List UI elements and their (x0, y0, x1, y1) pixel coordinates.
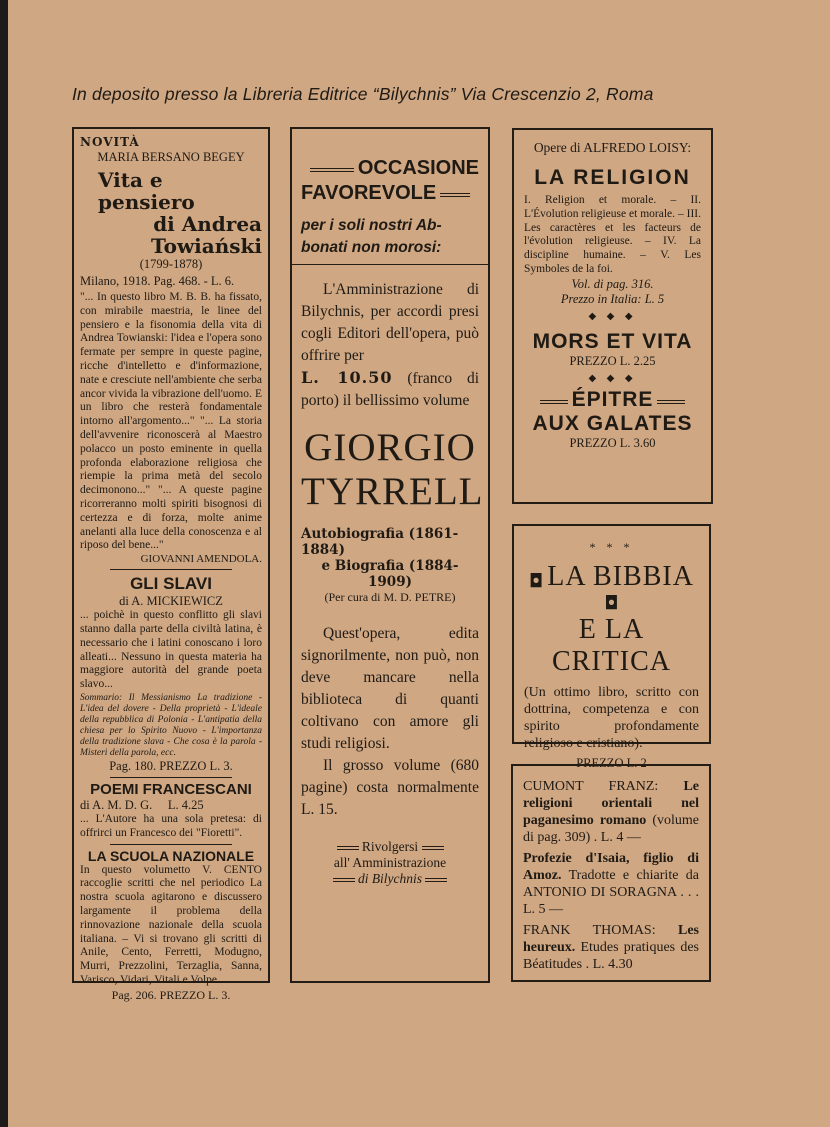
ad-box-tyrrell (290, 127, 490, 983)
opere-loisy: Opere di ALFREDO LOISY: (533, 140, 692, 155)
square-ornament-icon: ◘ (529, 570, 544, 592)
biografia: e Biografia (1884-1909) (321, 558, 459, 590)
bibbia-title-line2: E LA CRITICA (552, 614, 671, 677)
frank-entry (523, 922, 699, 973)
slavi-author: di A. MICKIEWICZ (119, 594, 223, 609)
book-publication: Milano, 1918. Pag. 468. - L. 6. (80, 274, 235, 288)
epitre-title: ÉPITRE (571, 387, 654, 411)
mors-et-vita-title: MORS ET VITA (532, 329, 693, 353)
book-title-line1: Vita e pensiero (98, 168, 195, 214)
per-cura: (Per cura di M. D. PETRE) (324, 590, 456, 604)
price-paragraph: Il grosso volume (680 pagine) costa normalmente L. 15. (301, 757, 479, 818)
amministrazione: all' Amministrazione (333, 855, 447, 870)
diamond-ornament-2: ◆ ◆ ◆ (588, 372, 637, 384)
page-header: In deposito presso la Libreria Editrice “Bilychnis” Via Crescenzio 2, Roma (72, 84, 654, 104)
offer-price: L. 10.50 (301, 368, 393, 387)
aux-galates-title: AUX GALATES (532, 411, 693, 435)
bibbia-text: (Un ottimo libro, scritto con dottrina, competenza e con spirito profondamente religioso e cristiano). (524, 685, 699, 751)
offer-paragraph-cont: (franco di porto) il bellissimo volume (301, 370, 479, 409)
occasione-line1: OCCASIONE (357, 157, 479, 179)
book-name-line2: TYRRELL (301, 470, 484, 513)
slavi-price: Pag. 180. PREZZO L. 3. (109, 758, 233, 773)
cumont-title: Le religioni orientali nel paganesimo romano (523, 779, 700, 828)
book-author: MARIA BERSANO BEGEY (97, 150, 245, 164)
profezie-entry (523, 850, 699, 918)
description-paragraph: Quest'opera, edita signorilmente, non può, non deve mancare nella biblioteca di quanti coltivano con amore gli studi religiosi. (301, 625, 479, 752)
square-ornament-icon-right: ◘ (604, 593, 619, 614)
la-religion-vol: Vol. di pag. 316. (571, 276, 654, 291)
ad-box-novita (72, 127, 270, 1002)
ad-box-bibbia (512, 524, 711, 770)
poemi-text: ... L'Autore ha una sola pretesa: di offrirci un Francesco dei "Fioretti". (80, 812, 262, 839)
poemi-title: POEMI FRANCESCANI (90, 780, 252, 798)
novita-label: NOVITÀ (80, 135, 140, 149)
poemi-line: di A. M. D. G. L. 4.25 (80, 797, 204, 812)
frank-author: FRANK THOMAS: (523, 923, 656, 938)
bilychnis-name: di Bilychnis (357, 871, 423, 886)
la-religion-price: Prezzo in Italia: L. 5 (560, 291, 665, 306)
slavi-text: ... poichè in questo conflitto gli slavi stanno dalla parte della civiltà latina, è necessario che i latini conoscano i loro alleati... Nessuno in questa materia ha maggiore autorità del grande poeta slavo... (80, 609, 262, 691)
cumont-rest: (volume di pag. 309) . L. 4 — (523, 813, 699, 845)
bibbia-price: PREZZO L. 2 (576, 756, 647, 770)
la-religion-title: LA RELIGION (534, 166, 691, 189)
mors-et-vita-price: PREZZO L. 2.25 (569, 353, 656, 368)
book-title-line2: di Andrea Towiański (151, 212, 262, 258)
review-signature: GIOVANNI AMENDOLA. (140, 553, 262, 566)
scuola-price: Pag. 206. PREZZO L. 3. (111, 987, 231, 1002)
diamond-ornament: ◆ ◆ ◆ (588, 310, 637, 322)
scuola-text: In questo volumetto V. CENTO raccoglie scritti che nel periodico La nostra scuola agitarono e discussero largamente il problema della rinnovazione nazionale della scuola italiana. – Vi si trovano gli scritti di Anile, Cento, Ferretti, Modugno, Murri, Prezzolini, Terzaglia, Sanna, Varisco, Vidari, Vitali e Volpe. (80, 863, 262, 986)
offer-paragraph: L'Amministrazione di Bilychnis, per accordi presi cogli Editori dell'opera, può offrire per (301, 281, 479, 364)
book-review: "... In questo libro M. B. B. ha fissato, con mirabile maestria, le linee del pensiero e la fisonomia della vita di Andrea Towianski: l'idea e l'opera sono fermate per sempre in queste pagine, ricche d'intelletto e d'informazione, nate e cresciute nell'ambiente che serba ancor vivida la vibrazione dell'uomo. E un libro che resterà fondamentale intorno all'argomento..." "... La storia dell'avvenire riconoscerà al Maestro polacco un posto eminente in quella profonda elaborazione religiosa che riempie la prima metà del secolo decimonono..." "... A queste pagine ricorreranno molti spiriti bisognosi di certezza e di forza, molte anime anelanti alla luce della conoscenza e al riposo del bene..." (80, 291, 262, 552)
bibbia-title-line1: LA BIBBIA (547, 561, 694, 592)
frank-rest: Etudes pratiques des Béatitudes . L. 4.30 (523, 940, 699, 972)
subtitle-line1: per i soli nostri Ab- (301, 217, 442, 234)
occasione-line2: FAVOREVOLE (301, 182, 437, 204)
ad-box-loisy (512, 128, 713, 504)
stars-ornament: * * * (589, 540, 634, 554)
subtitle-line2: bonati non morosi: (301, 239, 442, 256)
cumont-entry (523, 778, 699, 846)
ad-box-list (511, 764, 711, 982)
frank-title: Les heureux. (523, 923, 699, 955)
cumont-author: CUMONT FRANZ: (523, 779, 659, 794)
book-dates: (1799-1878) (139, 257, 203, 271)
profezie-title: Profezie d'Isaia, figlio di Amoz. (523, 851, 699, 883)
slavi-title: GLI SLAVI (130, 574, 212, 594)
scuola-title: LA SCUOLA NAZIONALE (87, 847, 255, 864)
rivolgersi: Rivolgersi (361, 839, 419, 854)
autobiografia: Autobiografia (1861-1884) (301, 526, 459, 558)
la-religion-content: I. Religion et morale. – II. L'Évolution religieuse et morale. – III. Les caractères et les facteurs de l'évolution religieuse. – IV. La discipline humaine. – V. Les Symboles de la foi. (524, 194, 701, 275)
book-name-line1: GIORGIO (304, 426, 476, 469)
profezie-rest: Tradotte e chiarite da ANTONIO DI SORAGNA . . . L. 5 — (523, 868, 699, 917)
slavi-sommario: Sommario: Il Messianismo La tradizione - L'idea del dovere - Della proprietà - L'ideale della repubblica di Polonia - L'antipatia della chiesa per lo Spirito Nuovo - L'importanza della tradizione slava - Che cosa è la parola - Misteri della parola, ecc. (80, 692, 262, 758)
epitre-price: PREZZO L. 3.60 (569, 435, 656, 450)
